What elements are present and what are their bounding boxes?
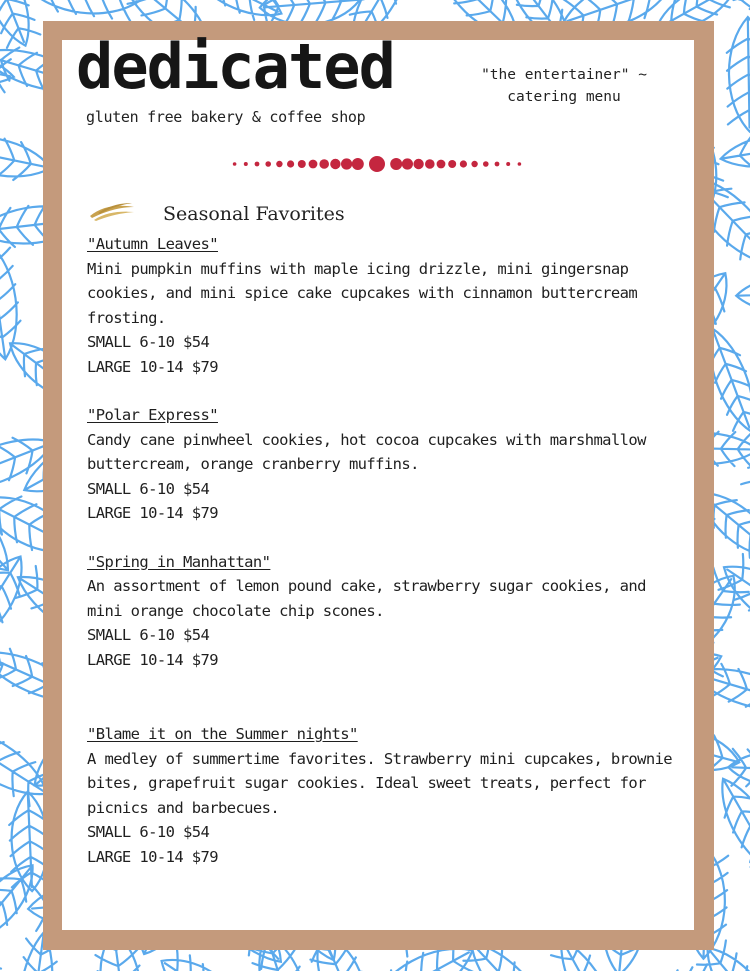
item-description: Mini pumpkin muffins with maple icing drizzle, mini gingersnap cookies, and mini spice cake cupcakes with cinnamon buttercream frosting. bbox=[87, 259, 638, 327]
item-description: Candy cane pinwheel cookies, hot cocoa cupcakes with marshmallow buttercream, orange cranberry muffins. bbox=[87, 430, 646, 473]
item-description: A medley of summertime favorites. Strawberry mini cupcakes, brownie bites, grapefruit sugar cookies. Ideal sweet treats, perfect for picnics and barbecues. bbox=[87, 749, 673, 817]
item-description: An assortment of lemon pound cake, strawberry sugar cookies, and mini orange chocolate chip scones. bbox=[87, 577, 646, 620]
menu-item-polar-express bbox=[87, 403, 687, 526]
item-price-large: LARGE 10-14 $79 bbox=[87, 357, 218, 376]
item-name: "Polar Express" bbox=[87, 406, 218, 424]
brand-name: dedicated bbox=[76, 30, 394, 103]
item-price-small: SMALL 6-10 $54 bbox=[87, 626, 210, 644]
menu-title-line-2: catering menu bbox=[507, 89, 621, 105]
menu-item-blame-it-on-the-summer-nights bbox=[87, 722, 687, 869]
item-name: "Spring in Manhattan" bbox=[87, 552, 271, 571]
item-price-small: SMALL 6-10 $54 bbox=[87, 333, 210, 351]
item-name: "Blame it on the Summer nights" bbox=[87, 725, 358, 743]
menu-title bbox=[464, 64, 664, 108]
item-price-small: SMALL 6-10 $54 bbox=[87, 823, 210, 841]
menu-item-autumn-leaves bbox=[87, 232, 687, 379]
dotted-divider bbox=[222, 152, 532, 176]
item-price-large: LARGE 10-14 $79 bbox=[87, 847, 218, 866]
menu-title-line-1: "the entertainer" ~ bbox=[481, 67, 647, 83]
item-price-small: SMALL 6-10 $54 bbox=[87, 479, 210, 498]
brand-tagline: gluten free bakery & coffee shop bbox=[86, 108, 366, 126]
item-price-large: LARGE 10-14 $79 bbox=[87, 650, 218, 669]
section-title: Seasonal Favorites bbox=[163, 203, 345, 225]
gold-swoosh-icon bbox=[88, 200, 136, 222]
item-name: "Autumn Leaves" bbox=[87, 235, 218, 253]
menu-item-spring-in-manhattan bbox=[87, 550, 687, 673]
item-price-large: LARGE 10-14 $79 bbox=[87, 504, 218, 522]
menu-items bbox=[87, 232, 687, 869]
